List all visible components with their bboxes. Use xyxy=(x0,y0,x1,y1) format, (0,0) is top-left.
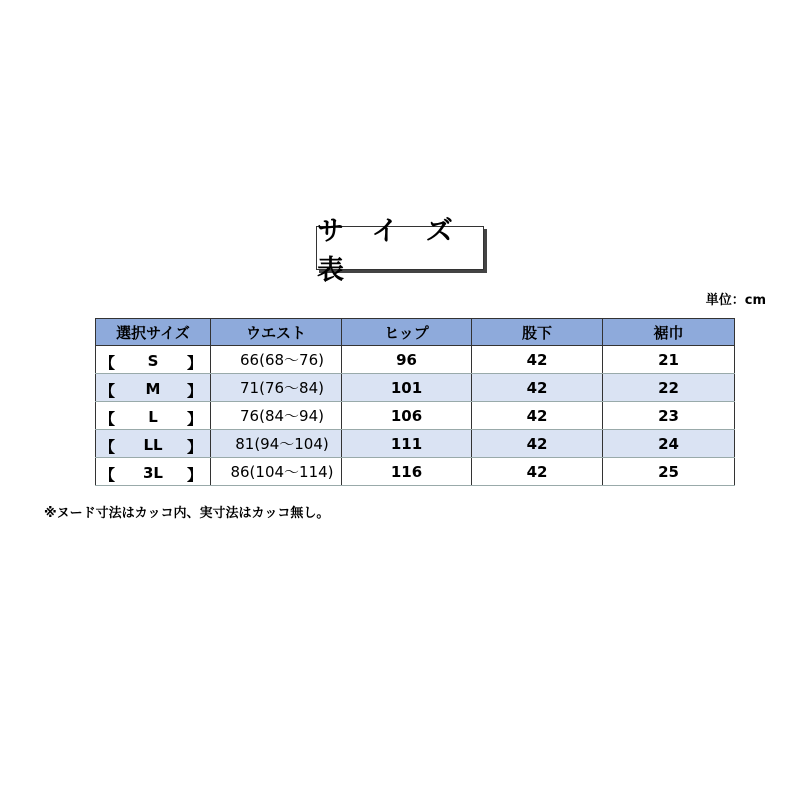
bracket-open: 【 xyxy=(100,382,116,400)
hem-cell: 24 xyxy=(603,430,735,458)
size-table xyxy=(95,318,735,486)
bracket-close: 】 xyxy=(186,354,202,372)
size-label: M xyxy=(145,380,161,398)
size-cell xyxy=(96,458,211,486)
size-label: LL xyxy=(143,436,163,454)
bracket-close: 】 xyxy=(186,382,202,400)
inseam-cell: 42 xyxy=(472,458,603,486)
footnote: ※ヌード寸法はカッコ内、実寸法はカッコ無し。 xyxy=(44,506,330,521)
header-hip: ヒップ xyxy=(342,319,472,346)
hip-cell: 101 xyxy=(342,374,472,402)
table-row xyxy=(96,430,735,458)
bracket-open: 【 xyxy=(100,410,116,428)
header-inseam: 股下 xyxy=(472,319,603,346)
inseam-cell: 42 xyxy=(472,430,603,458)
hip-cell: 111 xyxy=(342,430,472,458)
table-row xyxy=(96,402,735,430)
hip-cell: 96 xyxy=(342,346,472,374)
waist-cell: 81(94～104) xyxy=(211,430,342,458)
inseam-cell: 42 xyxy=(472,374,603,402)
hem-cell: 21 xyxy=(603,346,735,374)
header-hem: 裾巾 xyxy=(603,319,735,346)
hem-cell: 23 xyxy=(603,402,735,430)
header-size: 選択サイズ xyxy=(96,319,211,346)
size-label: 3L xyxy=(143,464,163,482)
page-title: サ イ ズ 表 xyxy=(316,226,484,270)
header-waist: ウエスト xyxy=(211,319,342,346)
unit-label: 単位：cm xyxy=(705,293,766,308)
size-cell xyxy=(96,402,211,430)
size-label: S xyxy=(147,352,159,370)
bracket-open: 【 xyxy=(100,354,116,372)
table-row xyxy=(96,458,735,486)
table-row xyxy=(96,374,735,402)
hem-cell: 25 xyxy=(603,458,735,486)
waist-cell: 86(104～114) xyxy=(211,458,342,486)
size-cell xyxy=(96,346,211,374)
hem-cell: 22 xyxy=(603,374,735,402)
table-row xyxy=(96,346,735,374)
bracket-open: 【 xyxy=(100,438,116,456)
bracket-close: 】 xyxy=(186,438,202,456)
size-cell xyxy=(96,374,211,402)
bracket-close: 】 xyxy=(186,466,202,484)
waist-cell: 71(76～84) xyxy=(211,374,342,402)
waist-cell: 76(84～94) xyxy=(211,402,342,430)
bracket-open: 【 xyxy=(100,466,116,484)
inseam-cell: 42 xyxy=(472,402,603,430)
waist-cell: 66(68～76) xyxy=(211,346,342,374)
hip-cell: 106 xyxy=(342,402,472,430)
size-cell xyxy=(96,430,211,458)
inseam-cell: 42 xyxy=(472,346,603,374)
table-header-row xyxy=(96,319,735,346)
hip-cell: 116 xyxy=(342,458,472,486)
bracket-close: 】 xyxy=(186,410,202,428)
size-label: L xyxy=(148,408,158,426)
